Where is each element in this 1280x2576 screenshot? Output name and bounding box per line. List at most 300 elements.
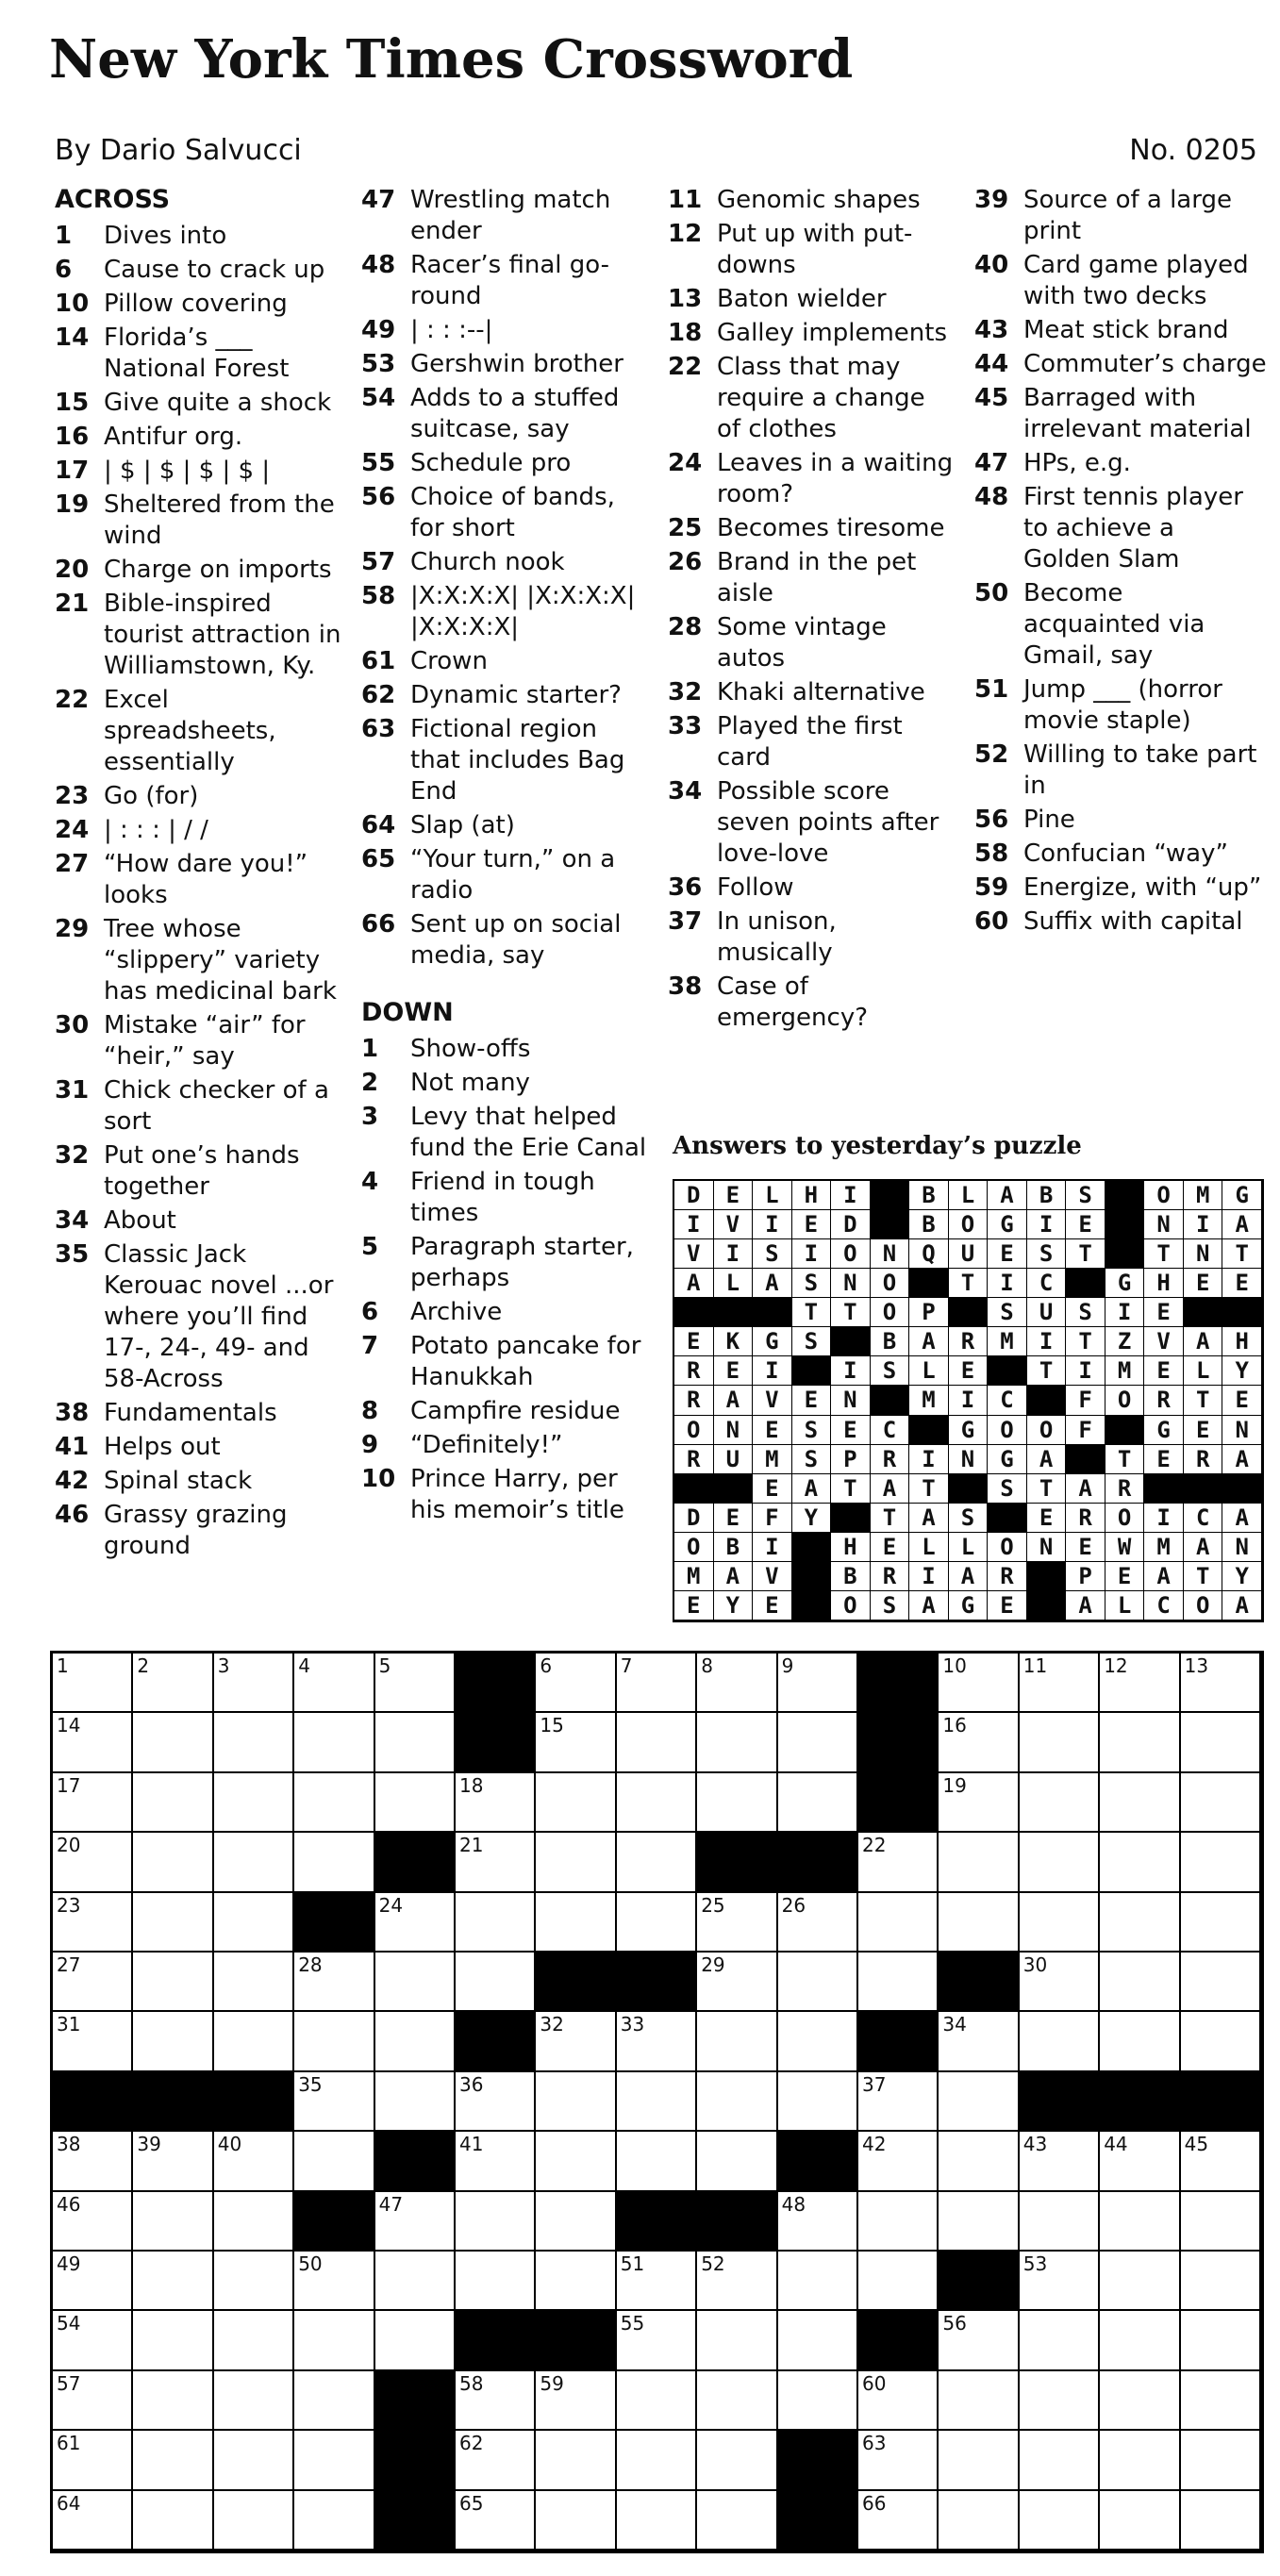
- grid-cell[interactable]: [939, 2012, 1019, 2071]
- grid-cell[interactable]: [133, 2311, 213, 2370]
- grid-cell[interactable]: [617, 1833, 697, 1892]
- grid-cell[interactable]: [294, 2431, 374, 2490]
- grid-cell[interactable]: [375, 1713, 456, 1772]
- grid-cell[interactable]: [617, 2311, 697, 2370]
- grid-cell[interactable]: [536, 1713, 616, 1772]
- grid-cell[interactable]: [939, 1833, 1019, 1892]
- answer-letter: I: [674, 1210, 714, 1239]
- grid-cell[interactable]: [133, 1953, 213, 2012]
- clue-number: 52: [974, 740, 1009, 769]
- clue-text: Grassy grazing ground: [104, 1501, 288, 1560]
- clue-number: 2: [361, 1069, 379, 1097]
- grid-cell[interactable]: [53, 2012, 133, 2071]
- clue-number: 24: [55, 816, 90, 844]
- clue-number: 47: [361, 186, 396, 214]
- grid-cell[interactable]: [778, 2072, 858, 2132]
- answer-letter: P: [1066, 1562, 1105, 1591]
- cell-number: 15: [540, 1714, 564, 1737]
- grid-cell[interactable]: [214, 2012, 294, 2071]
- clue-number: 33: [668, 712, 703, 740]
- clue-number: 66: [361, 910, 396, 939]
- grid-cell[interactable]: [1100, 2371, 1180, 2431]
- grid-cell[interactable]: [133, 2252, 213, 2311]
- grid-cell[interactable]: [1100, 1713, 1180, 1772]
- grid-cell[interactable]: [1181, 1893, 1261, 1953]
- answer-letter: A: [714, 1562, 754, 1591]
- grid-cell[interactable]: [536, 2371, 616, 2431]
- across-clue: [55, 1466, 342, 1497]
- grid-cell[interactable]: [214, 2311, 294, 2370]
- grid-cell[interactable]: [939, 2311, 1019, 2370]
- grid-cell[interactable]: [456, 2192, 536, 2252]
- grid-cell[interactable]: [536, 2012, 616, 2071]
- grid-cell[interactable]: [1020, 2491, 1100, 2551]
- grid-cell[interactable]: [697, 2132, 777, 2191]
- grid-cell[interactable]: [1020, 2252, 1100, 2311]
- answer-letter: E: [1027, 1504, 1067, 1533]
- cell-number: 23: [57, 1893, 81, 1917]
- clue-number: 44: [974, 350, 1009, 378]
- answer-letter: E: [1222, 1269, 1262, 1298]
- grid-cell[interactable]: [858, 1953, 939, 2012]
- down-clue: [668, 612, 956, 674]
- grid-cell[interactable]: [778, 2012, 858, 2071]
- grid-block: [1020, 2072, 1100, 2132]
- clue-text: Baton wielder: [717, 285, 887, 313]
- grid-cell[interactable]: [858, 2132, 939, 2191]
- grid-cell[interactable]: [375, 2072, 456, 2132]
- across-clue: [55, 1398, 342, 1429]
- grid-cell[interactable]: [617, 2132, 697, 2191]
- answer-letter: E: [1066, 1210, 1105, 1239]
- down-clue: [361, 1102, 649, 1164]
- grid-cell[interactable]: [778, 2192, 858, 2252]
- grid-cell[interactable]: [214, 1893, 294, 1953]
- grid-cell[interactable]: [858, 2072, 939, 2132]
- grid-cell[interactable]: [1181, 2371, 1261, 2431]
- clue-number: 47: [974, 449, 1009, 477]
- grid-cell[interactable]: [1100, 2311, 1180, 2370]
- grid-cell[interactable]: [375, 2311, 456, 2370]
- grid-cell[interactable]: [1181, 1713, 1261, 1772]
- answer-letter: N: [1222, 1533, 1262, 1562]
- grid-cell[interactable]: [858, 1893, 939, 1953]
- grid-cell[interactable]: [1020, 2012, 1100, 2071]
- grid-cell[interactable]: [697, 2431, 777, 2490]
- grid-cell[interactable]: [456, 2431, 536, 2490]
- grid-cell[interactable]: [1100, 2132, 1180, 2191]
- grid-cell[interactable]: [697, 2012, 777, 2071]
- clue-number: 60: [974, 907, 1009, 936]
- clue-number: 57: [361, 548, 396, 576]
- grid-cell[interactable]: [1100, 2491, 1180, 2551]
- cell-number: 19: [942, 1773, 967, 1797]
- grid-cell[interactable]: [536, 1893, 616, 1953]
- down-clue: [668, 513, 956, 544]
- grid-cell[interactable]: [214, 1953, 294, 2012]
- grid-cell[interactable]: [53, 1893, 133, 1953]
- grid-cell[interactable]: [939, 1893, 1019, 1953]
- grid-cell[interactable]: [617, 1893, 697, 1953]
- grid-cell[interactable]: [375, 2012, 456, 2071]
- cell-number: 4: [298, 1654, 310, 1677]
- clue-text: Suffix with capital: [1023, 907, 1243, 936]
- grid-cell[interactable]: [1181, 2192, 1261, 2252]
- grid-cell[interactable]: [1020, 1893, 1100, 1953]
- answer-letter: S: [792, 1269, 832, 1298]
- answer-letter: M: [909, 1386, 949, 1415]
- grid-cell[interactable]: [214, 1654, 294, 1713]
- grid-cell[interactable]: [697, 1773, 777, 1833]
- answer-letter: T: [1027, 1474, 1067, 1504]
- answer-block: [714, 1474, 754, 1504]
- grid-cell[interactable]: [697, 1953, 777, 2012]
- grid-cell[interactable]: [939, 2371, 1019, 2431]
- grid-cell[interactable]: [294, 1773, 374, 1833]
- grid-cell[interactable]: [294, 2491, 374, 2551]
- clue-number: 50: [974, 579, 1009, 607]
- grid-cell[interactable]: [294, 2252, 374, 2311]
- grid-cell[interactable]: [214, 1713, 294, 1772]
- grid-cell[interactable]: [53, 1773, 133, 1833]
- grid-cell[interactable]: [617, 1773, 697, 1833]
- down-clue: [668, 352, 956, 445]
- grid-cell[interactable]: [1100, 1654, 1180, 1713]
- grid-cell[interactable]: [778, 1893, 858, 1953]
- grid-cell[interactable]: [375, 1893, 456, 1953]
- grid-cell[interactable]: [375, 1953, 456, 2012]
- grid-cell[interactable]: [617, 2012, 697, 2071]
- grid-cell[interactable]: [536, 2192, 616, 2252]
- grid-cell[interactable]: [1181, 1833, 1261, 1892]
- grid-cell[interactable]: [456, 2252, 536, 2311]
- grid-cell[interactable]: [214, 2192, 294, 2252]
- grid-cell[interactable]: [53, 1654, 133, 1713]
- grid-cell[interactable]: [456, 1893, 536, 1953]
- answer-letter: M: [1184, 1181, 1223, 1210]
- clue-text: “How dare you!” looks: [104, 850, 308, 909]
- grid-cell[interactable]: [1100, 1833, 1180, 1892]
- grid-cell[interactable]: [133, 1773, 213, 1833]
- grid-cell[interactable]: [294, 1713, 374, 1772]
- grid-cell[interactable]: [939, 2072, 1019, 2132]
- grid-cell[interactable]: [697, 2252, 777, 2311]
- cell-number: 42: [862, 2133, 887, 2156]
- grid-cell[interactable]: [214, 2491, 294, 2551]
- grid-cell[interactable]: [294, 1833, 374, 1892]
- grid-cell[interactable]: [536, 2132, 616, 2191]
- grid-cell[interactable]: [456, 2132, 536, 2191]
- grid-cell[interactable]: [1181, 1654, 1261, 1713]
- grid-cell[interactable]: [375, 1654, 456, 1713]
- grid-cell[interactable]: [375, 2192, 456, 2252]
- grid-cell[interactable]: [617, 2371, 697, 2431]
- answer-block: [753, 1298, 792, 1327]
- grid-cell[interactable]: [536, 2431, 616, 2490]
- grid-cell[interactable]: [133, 2132, 213, 2191]
- grid-cell[interactable]: [697, 2311, 777, 2370]
- grid-cell[interactable]: [939, 2491, 1019, 2551]
- answer-letter: E: [1105, 1562, 1145, 1591]
- grid-cell[interactable]: [133, 2371, 213, 2431]
- grid-cell[interactable]: [1020, 1833, 1100, 1892]
- answer-letter: E: [753, 1474, 792, 1504]
- grid-cell[interactable]: [536, 1833, 616, 1892]
- answer-letter: A: [792, 1474, 832, 1504]
- grid-cell[interactable]: [1100, 2192, 1180, 2252]
- clue-text: Become acquainted via Gmail, say: [1023, 579, 1205, 670]
- grid-cell[interactable]: [1100, 2252, 1180, 2311]
- grid-cell[interactable]: [536, 2491, 616, 2551]
- grid-cell[interactable]: [1020, 1654, 1100, 1713]
- grid-block: [536, 1953, 616, 2012]
- grid-cell[interactable]: [697, 1654, 777, 1713]
- grid-cell[interactable]: [53, 1953, 133, 2012]
- grid-cell[interactable]: [294, 2311, 374, 2370]
- grid-cell[interactable]: [53, 2431, 133, 2490]
- clue-text: Sent up on social media, say: [410, 910, 622, 970]
- grid-cell[interactable]: [697, 1893, 777, 1953]
- grid-cell[interactable]: [778, 2311, 858, 2370]
- grid-cell[interactable]: [1020, 2431, 1100, 2490]
- grid-cell[interactable]: [617, 2431, 697, 2490]
- grid-cell[interactable]: [214, 2132, 294, 2191]
- answer-letter: Y: [1222, 1562, 1262, 1591]
- grid-cell[interactable]: [778, 1654, 858, 1713]
- grid-cell[interactable]: [133, 1654, 213, 1713]
- clue-text: Khaki alternative: [717, 678, 925, 706]
- down-clue: [361, 1396, 649, 1427]
- down-clue: [974, 674, 1267, 737]
- grid-cell[interactable]: [858, 2252, 939, 2311]
- grid-cell[interactable]: [1100, 2012, 1180, 2071]
- clue-text: | $ | $ | $ | $ |: [104, 457, 271, 485]
- grid-cell[interactable]: [294, 2371, 374, 2431]
- clue-number: 49: [361, 316, 396, 344]
- grid-cell[interactable]: [1100, 1953, 1180, 2012]
- grid-cell[interactable]: [1100, 2431, 1180, 2490]
- grid-cell[interactable]: [294, 2012, 374, 2071]
- grid-cell[interactable]: [697, 2072, 777, 2132]
- grid-cell[interactable]: [939, 2431, 1019, 2490]
- clue-text: Dynamic starter?: [410, 681, 622, 709]
- grid-cell[interactable]: [294, 1654, 374, 1713]
- grid-cell[interactable]: [133, 2192, 213, 2252]
- grid-cell[interactable]: [133, 1833, 213, 1892]
- grid-cell[interactable]: [1020, 1713, 1100, 1772]
- grid-cell[interactable]: [53, 2252, 133, 2311]
- grid-cell[interactable]: [617, 1654, 697, 1713]
- grid-cell[interactable]: [1100, 1893, 1180, 1953]
- grid-cell[interactable]: [778, 1773, 858, 1833]
- clue-number: 63: [361, 715, 396, 743]
- answer-block: [1027, 1386, 1067, 1415]
- grid-cell[interactable]: [53, 2192, 133, 2252]
- answer-letter: V: [753, 1386, 792, 1415]
- cell-number: 28: [298, 1953, 323, 1976]
- answer-letter: C: [1027, 1269, 1067, 1298]
- clue-column-3: [668, 185, 956, 1037]
- grid-cell[interactable]: [456, 1953, 536, 2012]
- cell-number: 38: [57, 2133, 81, 2156]
- answer-letter: A: [1222, 1210, 1262, 1239]
- grid-cell[interactable]: [1181, 1953, 1261, 2012]
- grid-cell[interactable]: [536, 2072, 616, 2132]
- grid-cell[interactable]: [778, 1713, 858, 1772]
- grid-cell[interactable]: [536, 1654, 616, 1713]
- grid-cell[interactable]: [214, 2252, 294, 2311]
- grid-cell[interactable]: [778, 2371, 858, 2431]
- answer-letter: A: [714, 1386, 754, 1415]
- clue-number: 16: [55, 423, 90, 451]
- down-clue: [668, 776, 956, 870]
- answer-letter: T: [871, 1504, 910, 1533]
- grid-cell[interactable]: [858, 2192, 939, 2252]
- grid-cell[interactable]: [214, 1833, 294, 1892]
- grid-cell[interactable]: [456, 1833, 536, 1892]
- grid-cell[interactable]: [133, 1893, 213, 1953]
- down-clue: [974, 482, 1267, 575]
- grid-cell[interactable]: [133, 2012, 213, 2071]
- clue-text: Some vintage autos: [717, 613, 887, 673]
- grid-cell[interactable]: [214, 1773, 294, 1833]
- clue-column-4: [974, 185, 1267, 940]
- grid-cell[interactable]: [1020, 2311, 1100, 2370]
- grid-cell[interactable]: [456, 2491, 536, 2551]
- grid-cell[interactable]: [456, 1773, 536, 1833]
- grid-cell[interactable]: [939, 1773, 1019, 1833]
- answer-letter: S: [988, 1298, 1027, 1327]
- across-clue: [55, 815, 342, 846]
- grid-block: [778, 2431, 858, 2490]
- grid-cell[interactable]: [53, 2132, 133, 2191]
- answer-letter: I: [1027, 1327, 1067, 1356]
- grid-cell[interactable]: [1100, 1773, 1180, 1833]
- down-clue: [361, 1034, 649, 1065]
- answer-letter: E: [871, 1533, 910, 1562]
- grid-cell[interactable]: [133, 1713, 213, 1772]
- grid-cell[interactable]: [133, 2491, 213, 2551]
- grid-cell[interactable]: [939, 2132, 1019, 2191]
- answer-letter: O: [674, 1416, 714, 1445]
- answer-letter: G: [988, 1445, 1027, 1474]
- cell-number: 3: [217, 1654, 230, 1677]
- answer-letter: E: [753, 1416, 792, 1445]
- grid-cell[interactable]: [133, 2431, 213, 2490]
- answer-block: [674, 1298, 714, 1327]
- grid-cell[interactable]: [1181, 2132, 1261, 2191]
- grid-cell[interactable]: [1020, 2132, 1100, 2191]
- grid-cell[interactable]: [1181, 2431, 1261, 2490]
- answer-letter: L: [909, 1356, 949, 1386]
- grid-cell[interactable]: [53, 2311, 133, 2370]
- answer-letter: G: [1222, 1181, 1262, 1210]
- grid-cell[interactable]: [1181, 2252, 1261, 2311]
- grid-block: [697, 1833, 777, 1892]
- grid-cell[interactable]: [214, 2431, 294, 2490]
- grid-cell[interactable]: [1020, 2371, 1100, 2431]
- cell-number: 21: [459, 1834, 484, 1857]
- grid-cell[interactable]: [697, 1713, 777, 1772]
- grid-cell[interactable]: [53, 1833, 133, 1892]
- down-clue: [668, 448, 956, 510]
- grid-cell[interactable]: [617, 2491, 697, 2551]
- grid-cell[interactable]: [697, 2491, 777, 2551]
- cell-number: 48: [781, 2192, 806, 2216]
- grid-cell[interactable]: [456, 2072, 536, 2132]
- clue-number: 11: [668, 186, 703, 214]
- puzzle-number: No. 0205: [1129, 134, 1257, 167]
- grid-cell[interactable]: [1181, 2491, 1261, 2551]
- grid-cell[interactable]: [858, 1833, 939, 1892]
- grid-cell[interactable]: [1181, 2311, 1261, 2370]
- cell-number: 37: [862, 2072, 887, 2096]
- clue-number: 39: [974, 186, 1009, 214]
- grid-cell[interactable]: [778, 1953, 858, 2012]
- clue-number: 62: [361, 681, 396, 709]
- grid-cell[interactable]: [939, 1713, 1019, 1772]
- grid-cell[interactable]: [536, 2252, 616, 2311]
- clue-text: |X:X:X:X| |X:X:X:X| |X:X:X:X|: [410, 582, 636, 641]
- grid-cell[interactable]: [294, 2132, 374, 2191]
- grid-cell[interactable]: [939, 2192, 1019, 2252]
- grid-cell[interactable]: [1181, 1773, 1261, 1833]
- grid-cell[interactable]: [617, 2252, 697, 2311]
- grid-cell[interactable]: [53, 2491, 133, 2551]
- answer-block: [1066, 1269, 1105, 1298]
- grid-cell[interactable]: [53, 1713, 133, 1772]
- grid-cell[interactable]: [1020, 1953, 1100, 2012]
- grid-cell[interactable]: [214, 2371, 294, 2431]
- answer-letter: M: [988, 1327, 1027, 1356]
- grid-cell[interactable]: [858, 2371, 939, 2431]
- clue-column-1: [55, 185, 342, 1565]
- answer-letter: E: [674, 1327, 714, 1356]
- answer-letter: S: [871, 1591, 910, 1620]
- grid-cell[interactable]: [939, 1654, 1019, 1713]
- clue-text: Mistake “air” for “heir,” say: [104, 1011, 306, 1071]
- answer-letter: L: [949, 1533, 989, 1562]
- answer-letter: A: [1184, 1327, 1223, 1356]
- cell-number: 2: [137, 1654, 150, 1677]
- grid-cell[interactable]: [858, 2431, 939, 2490]
- clue-text: Give quite a shock: [104, 389, 332, 417]
- answer-letter: E: [792, 1386, 832, 1415]
- answer-letter: E: [988, 1239, 1027, 1269]
- grid-cell[interactable]: [617, 2072, 697, 2132]
- answer-letter: V: [714, 1210, 754, 1239]
- answer-letter: I: [909, 1562, 949, 1591]
- grid-cell[interactable]: [53, 2371, 133, 2431]
- clue-text: Racer’s final go-round: [410, 251, 610, 310]
- grid-cell[interactable]: [617, 1713, 697, 1772]
- answer-letter: A: [871, 1474, 910, 1504]
- grid-cell[interactable]: [294, 1953, 374, 2012]
- grid-cell[interactable]: [375, 2252, 456, 2311]
- grid-cell[interactable]: [1181, 2012, 1261, 2071]
- grid-cell[interactable]: [375, 1773, 456, 1833]
- answer-letter: C: [871, 1416, 910, 1445]
- grid-cell[interactable]: [1020, 2192, 1100, 2252]
- grid-cell[interactable]: [1020, 1773, 1100, 1833]
- grid-cell[interactable]: [858, 2491, 939, 2551]
- grid-cell[interactable]: [536, 1773, 616, 1833]
- grid-cell[interactable]: [778, 2252, 858, 2311]
- grid-cell[interactable]: [697, 2371, 777, 2431]
- grid-cell[interactable]: [456, 2371, 536, 2431]
- grid-cell[interactable]: [294, 2072, 374, 2132]
- grid-block: [375, 2371, 456, 2431]
